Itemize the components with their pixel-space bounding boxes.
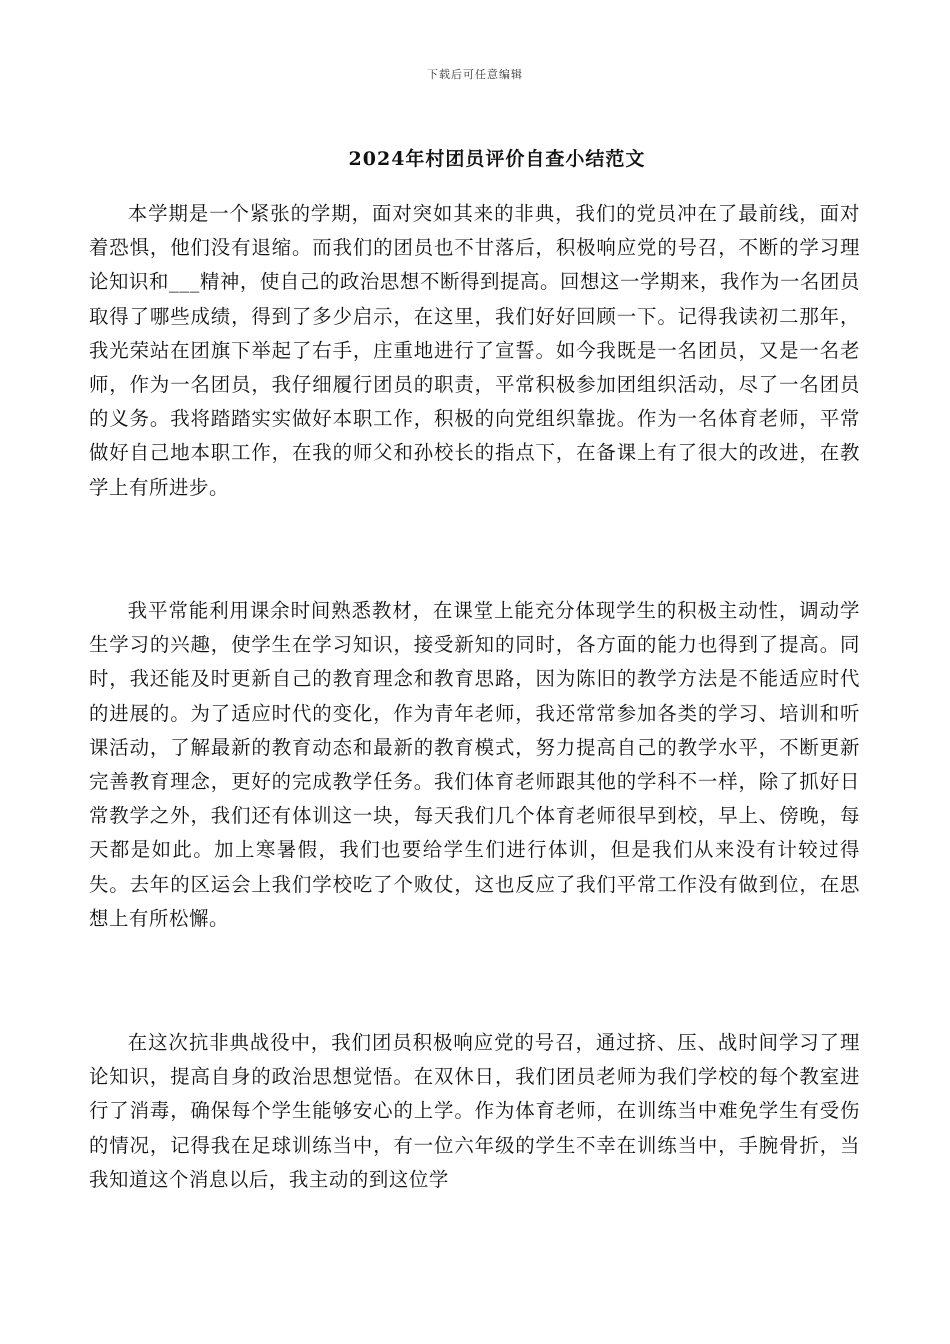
paragraph-1: 本学期是一个紧张的学期，面对突如其来的非典，我们的党员冲在了最前线，面对着恐惧，他们没有退缩。而我们的团员也不甘落后，积极响应党的号召，不断的学习理论知识和___精神，使自己的政治思想不断得到提高。回想这一学期来，我作为一名团员取得了哪些成绩，得到了多少启示，在这里，我们好好回顾一下。记得我读初二那年，我光荣站在团旗下举起了右手，庄重地进行了宣誓。如今我既是一名团员，又是一名老师，作为一名团员，我仔细履行团员的职责，平常积极参加团组织活动，尽了一名团员的义务。我将踏踏实实做好本职工作，积极的向党组织靠拢。作为一名体育老师，平常做好自己地本职工作，在我的师父和孙校长的指点下，在备课上有了很大的改进，在教学上有所进步。 bbox=[89, 202, 860, 499]
paragraph-2: 我平常能利用课余时间熟悉教材，在课堂上能充分体现学生的积极主动性，调动学生学习的兴趣，使学生在学习知识，接受新知的同时，各方面的能力也得到了提高。同时，我还能及时更新自己的教育理念和教育思路，因为陈旧的教学方法是不能适应时代的进展的。为了适应时代的变化，作为青年老师，我还常常参加各类的学习、培训和听课活动，了解最新的教育动态和最新的教育模式，努力提高自己的教学水平，不断更新完善教育理念，更好的完成教学任务。我们体育老师跟其他的学科不一样，除了抓好日常教学之外，我们还有体训这一块，每天我们几个体育老师很早到校，早上、傍晚，每天都是如此。加上寒暑假，我们也要给学生们进行体训，但是我们从来没有计较过得失。去年的区运会上我们学校吃了个败仗，这也反应了我们平常工作没有做到位，在思想上有所松懈。 bbox=[89, 599, 860, 930]
header-note: 下载后可任意编辑 bbox=[427, 68, 523, 81]
paragraph-3: 在这次抗非典战役中，我们团员积极响应党的号召，通过挤、压、战时间学习了理论知识，提高自身的政治思想觉悟。在双休日，我们团员老师为我们学校的每个教室进行了消毒，确保每个学生能够安心的上学。作为体育老师，在训练当中难免学生有受伤的情况，记得我在足球训练当中，有一位六年级的学生不幸在训练当中，手腕骨折，当我知道这个消息以后，我主动的到这位学 bbox=[89, 1031, 860, 1191]
document-title: 2024年村团员评价自查小结范文 bbox=[348, 148, 646, 170]
